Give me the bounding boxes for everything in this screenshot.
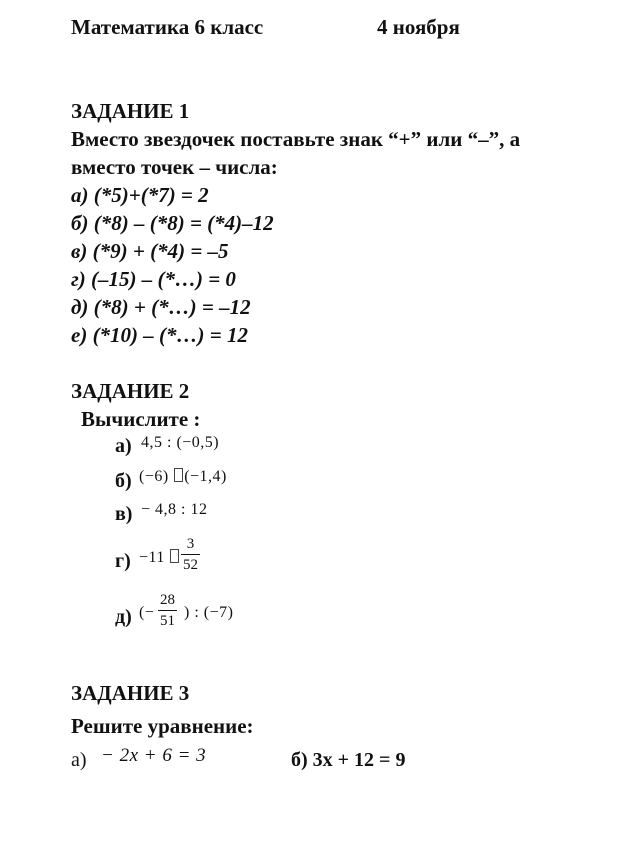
task-1-item-b: б) (*8) – (*8) = (*4)–12 [71,211,274,235]
task-2-item-a-expression: 4,5 : (−0,5) [141,434,220,451]
task-1-item-a: а) (*5)+(*7) = 2 [71,183,209,207]
task-3-prompt: Решите уравнение: [71,714,254,738]
task-2-item-g-integer: −11 [139,549,165,566]
task-1-intro-line-1: Вместо звездочек поставьте знак “+” или “–”, а [71,127,521,151]
subject-heading: Математика 6 класс [71,15,264,39]
task-2-item-v-label: в) [115,503,133,525]
task-3-title: ЗАДАНИЕ 3 [71,681,190,705]
task-1-intro-line-2: вместо точек – числа: [71,155,278,179]
task-2-item-v-expression: − 4,8 : 12 [141,501,208,518]
task-1-title: ЗАДАНИЕ 1 [71,99,190,123]
fraction-numerator: 3 [181,535,200,555]
task-2-item-a-label: а) [115,435,132,457]
task-2-item-d-prefix: (− [139,604,155,621]
task-2-item-b-factor-1: (−6) [139,468,169,485]
task-1-item-d: д) (*8) + (*…) = –12 [71,295,251,319]
task-2-title: ЗАДАНИЕ 2 [71,379,190,403]
task-2-item-d-label: д) [115,606,132,628]
task-2-item-b-factor-2: (−1,4) [184,468,227,485]
task-2-item-d-fraction [158,591,177,631]
task-2-item-g-label: г) [115,550,131,572]
task-3-item-a-label: а) [71,749,87,771]
task-2-item-g-whole [139,549,180,567]
missing-operator-glyph-icon [170,549,179,563]
date-heading: 4 ноября [377,15,460,39]
fraction-denominator: 52 [183,557,198,573]
task-2-item-b-label: б) [115,470,132,492]
task-1-item-e: е) (*10) – (*…) = 12 [71,323,249,347]
fraction-numerator: 28 [158,591,177,611]
task-2-item-b-expression [139,468,227,486]
task-1-item-v: в) (*9) + (*4) = –5 [71,239,229,263]
task-2-prompt: Вычислите : [81,407,201,431]
task-3-item-b-equation: б) 3х + 12 = 9 [291,749,406,771]
task-2-item-d-suffix: ) : (−7) [184,604,234,621]
task-1-item-g: г) (–15) – (*…) = 0 [71,267,236,291]
task-2-item-g-fraction [181,535,200,575]
missing-operator-glyph-icon [174,468,183,482]
fraction-denominator: 51 [160,613,175,629]
task-3-item-a-equation: − 2x + 6 = 3 [101,745,207,766]
